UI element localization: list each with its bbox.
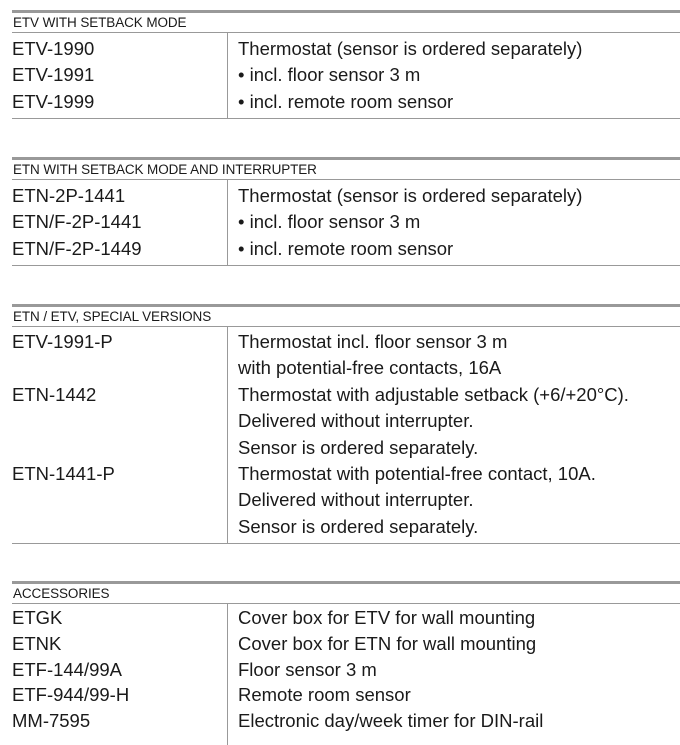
section-body xyxy=(12,33,680,119)
section-etn-setback-interrupter xyxy=(12,157,680,266)
product-description: Thermostat with potential-free contact, 10A. xyxy=(238,462,596,484)
section-title: ACCESSORIES xyxy=(12,581,680,604)
product-description: Cover box for ETN for wall mounting xyxy=(238,632,537,654)
section-title: ETV WITH SETBACK MODE xyxy=(12,10,680,33)
product-description: • incl. remote room sensor xyxy=(238,90,454,112)
product-code: ETN-1442 xyxy=(12,383,97,405)
product-code: ETNK xyxy=(12,632,62,654)
table-row xyxy=(12,382,680,461)
product-description: Thermostat incl. floor sensor 3 m xyxy=(238,331,508,352)
product-code: ETGK xyxy=(12,607,63,628)
product-description: • incl. floor sensor 3 m xyxy=(238,211,421,233)
product-description: Electronic day/week timer for DIN-rail xyxy=(238,710,544,732)
product-code: ETF-144/99A xyxy=(12,658,123,680)
table-row xyxy=(12,62,680,88)
section-body xyxy=(12,327,680,544)
product-description: Delivered without interrupter. xyxy=(238,489,474,511)
section-accessories xyxy=(12,581,680,745)
product-code: ETF-944/99-H xyxy=(12,684,130,706)
product-description: Thermostat (sensor is ordered separately) xyxy=(238,38,583,59)
product-code: ETV-1991 xyxy=(12,64,95,86)
product-description: with potential-free contacts, 16A xyxy=(238,357,502,379)
product-description: Thermostat (sensor is ordered separately) xyxy=(238,185,583,206)
product-description: Sensor is ordered separately. xyxy=(238,515,479,537)
section-etv-setback xyxy=(12,10,680,119)
product-code: ETN-2P-1441 xyxy=(12,185,126,206)
table-row xyxy=(12,461,680,540)
table-row xyxy=(12,657,680,683)
table-row xyxy=(12,631,680,657)
section-body xyxy=(12,180,680,266)
product-description: • incl. remote room sensor xyxy=(238,237,454,259)
product-code: MM-7595 xyxy=(12,710,91,732)
product-code: ETN/F-2P-1441 xyxy=(12,211,142,233)
product-code: ETN-1441-P xyxy=(12,462,115,484)
table-row xyxy=(12,329,680,382)
product-description: Remote room sensor xyxy=(238,684,411,706)
product-code: ETN/F-2P-1449 xyxy=(12,237,142,259)
product-code: ETV-1999 xyxy=(12,90,95,112)
table-row xyxy=(12,708,680,734)
table-row xyxy=(12,183,680,209)
section-body xyxy=(12,604,680,745)
product-description: • incl. floor sensor 3 m xyxy=(238,64,421,86)
table-row xyxy=(12,236,680,262)
product-description: Delivered without interrupter. xyxy=(238,410,474,432)
product-description: Cover box for ETV for wall mounting xyxy=(238,607,536,628)
table-row xyxy=(12,36,680,62)
product-description: Sensor is ordered separately. xyxy=(238,436,479,458)
table-row xyxy=(12,209,680,235)
table-row xyxy=(12,89,680,115)
product-code: ETV-1991-P xyxy=(12,331,113,352)
section-title: ETN WITH SETBACK MODE AND INTERRUPTER xyxy=(12,157,680,180)
table-row xyxy=(12,682,680,708)
product-description: Floor sensor 3 m xyxy=(238,658,377,680)
table-row xyxy=(12,605,680,631)
section-title: ETN / ETV, SPECIAL VERSIONS xyxy=(12,304,680,327)
product-description: Thermostat with adjustable setback (+6/+20°C). xyxy=(238,383,629,405)
section-special-versions xyxy=(12,304,680,544)
product-code: ETV-1990 xyxy=(12,38,95,59)
